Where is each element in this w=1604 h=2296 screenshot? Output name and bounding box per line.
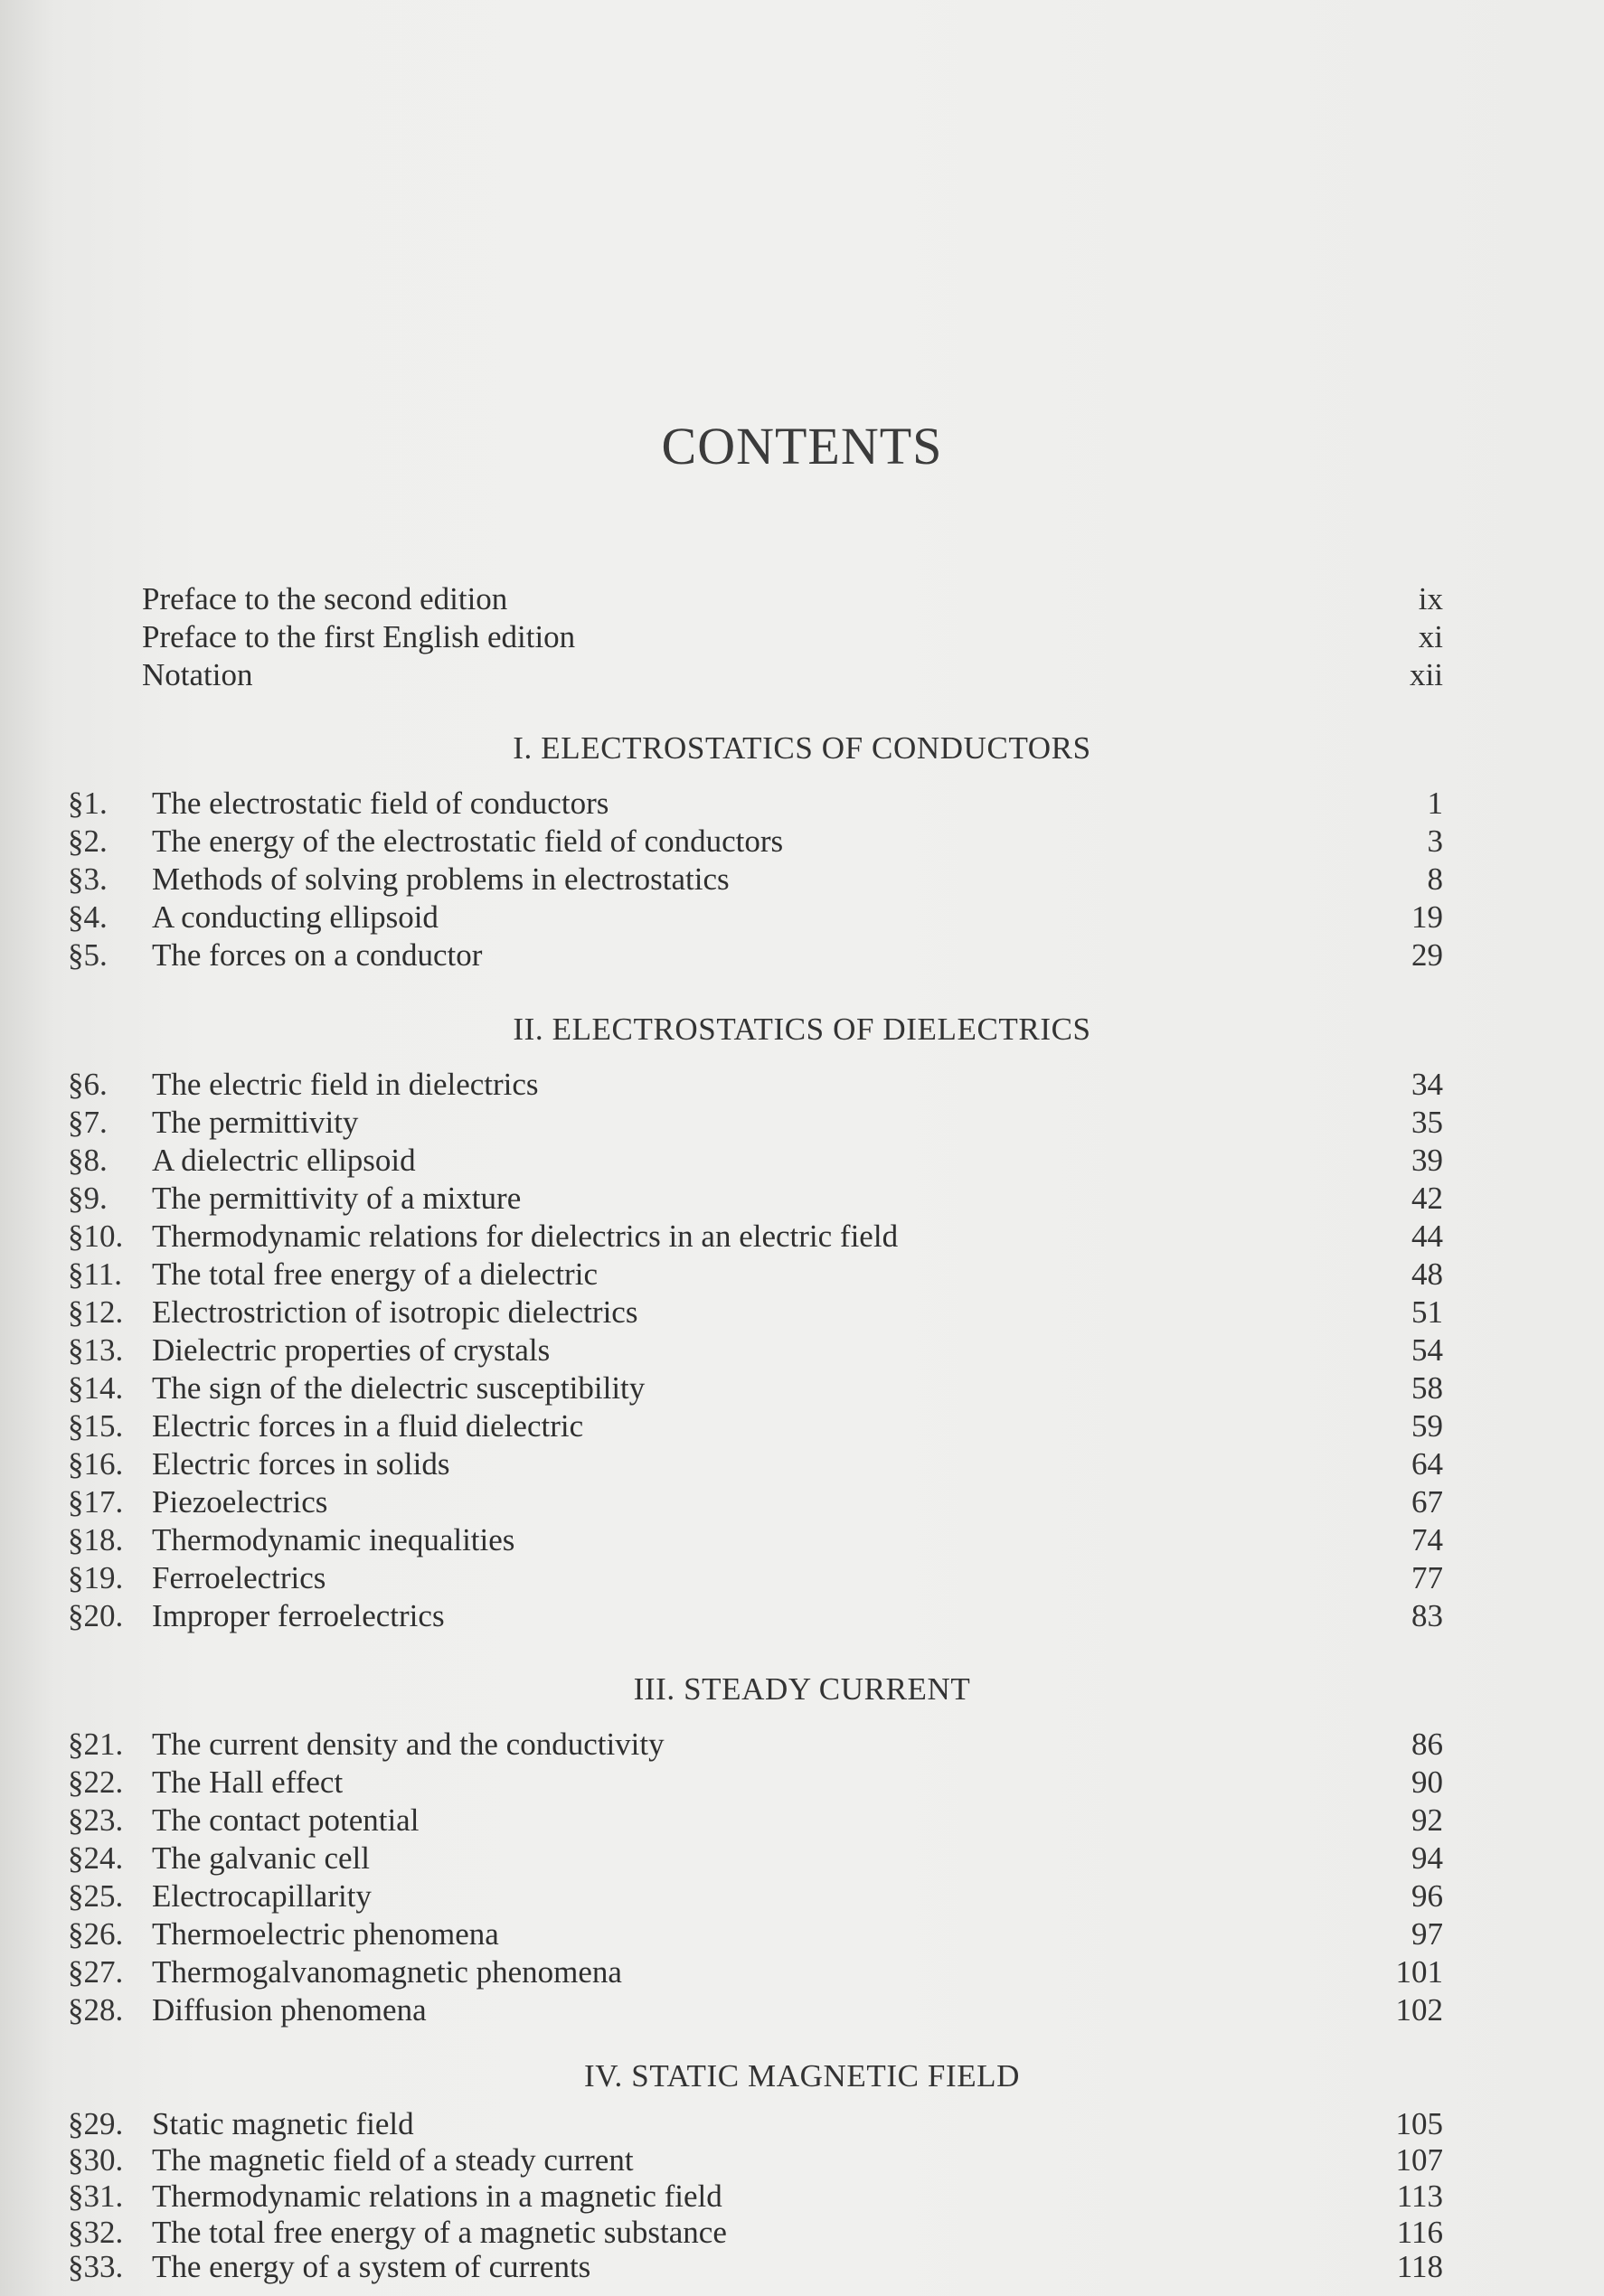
toc-entry[interactable] [0,1877,1604,1915]
toc-entry[interactable] [0,1369,1604,1407]
section-number: §19. [68,1560,124,1595]
section-number: §16. [68,1446,124,1482]
toc-entry-page: 42 [1411,1181,1443,1216]
toc-entry-label: Thermodynamic relations in a magnetic field [152,2178,722,2214]
toc-entry[interactable] [0,2248,1604,2286]
toc-entry-page: 113 [1396,2178,1443,2214]
toc-entry-label: Thermogalvanomagnetic phenomena [152,1954,622,1990]
toc-entry-page: 92 [1411,1802,1443,1838]
toc-entry-page: 29 [1411,937,1443,973]
toc-entry-label: Thermoelectric phenomena [152,1916,499,1952]
toc-entry-page: 77 [1411,1560,1443,1595]
toc-entry-page: 96 [1411,1878,1443,1914]
toc-entry-label: A dielectric ellipsoid [152,1143,416,1178]
section-number: §12. [68,1294,124,1330]
toc-entry-page: 34 [1411,1067,1443,1102]
toc-entry-label: The total free energy of a dielectric [152,1256,598,1292]
toc-entry[interactable] [0,2141,1604,2179]
toc-entry-label: Electric forces in a fluid dielectric [152,1408,584,1444]
toc-entry-notation[interactable] [0,656,1604,694]
toc-entry-preface-first-english[interactable] [0,618,1604,656]
toc-entry[interactable] [0,1802,1604,1840]
toc-entry-page: 86 [1411,1727,1443,1762]
toc-entry-page: 54 [1411,1332,1443,1368]
section-number: §8. [68,1143,108,1178]
toc-entry[interactable] [0,1521,1604,1559]
toc-entry-label: Thermodynamic inequalities [152,1522,515,1557]
section-number: §5. [68,937,108,973]
toc-entry-label: Improper ferroelectrics [152,1598,445,1633]
toc-entry[interactable] [0,1331,1604,1369]
section-number: §10. [68,1219,124,1254]
toc-entry-label: Ferroelectrics [152,1560,326,1595]
toc-entry-page: xii [1410,657,1443,692]
toc-entry[interactable] [0,2214,1604,2252]
toc-entry[interactable] [0,1104,1604,1142]
toc-entry-label: The contact potential [152,1802,420,1838]
toc-entry-label: The magnetic field of a steady current [152,2142,634,2178]
section-number: §14. [68,1370,124,1406]
toc-entry[interactable] [0,861,1604,899]
toc-entry[interactable] [0,936,1604,974]
toc-entry-label: Electric forces in solids [152,1446,450,1482]
toc-entry[interactable] [0,1726,1604,1764]
toc-entry[interactable] [0,1180,1604,1218]
toc-entry[interactable] [0,785,1604,823]
toc-entry-label: A conducting ellipsoid [152,899,439,935]
section-number: §6. [68,1067,108,1102]
toc-entry-page: 94 [1411,1840,1443,1876]
toc-entry-label: The electric field in dielectrics [152,1067,539,1102]
toc-entry-page: 44 [1411,1219,1443,1254]
section-number: §22. [68,1764,124,1800]
chapter-heading: II. ELECTROSTATICS OF DIELECTRICS [513,1012,1091,1047]
toc-entry-page: 83 [1411,1598,1443,1633]
toc-entry-label: Thermodynamic relations for dielectrics in an electric field [152,1219,899,1254]
toc-entry-page: 64 [1411,1446,1443,1482]
toc-entry-page: 90 [1411,1764,1443,1800]
page-title: CONTENTS [661,417,943,475]
toc-entry-label: The energy of the electrostatic field of conductors [152,823,784,859]
section-number: §3. [68,861,108,897]
toc-entry[interactable] [0,1991,1604,2029]
toc-entry[interactable] [0,1256,1604,1294]
toc-entry-label: The energy of a system of currents [152,2249,591,2284]
section-number: §4. [68,899,108,935]
toc-entry-page: ix [1418,581,1443,616]
toc-entry-label: Electrocapillarity [152,1878,372,1914]
toc-entry[interactable] [0,1445,1604,1483]
toc-entry[interactable] [0,1559,1604,1597]
toc-entry-preface-second[interactable] [0,580,1604,618]
toc-entry-label: Methods of solving problems in electrostatics [152,861,730,897]
toc-entry[interactable] [0,2178,1604,2216]
section-number: §31. [68,2178,124,2214]
toc-entry-page: 35 [1411,1105,1443,1140]
section-number: §29. [68,2106,124,2141]
section-number: §25. [68,1878,124,1914]
toc-entry-label: Electrostriction of isotropic dielectrics [152,1294,638,1330]
toc-entry-page: 67 [1411,1484,1443,1520]
toc-entry-page: 102 [1395,1992,1443,2028]
toc-entry-page: 8 [1427,861,1443,897]
section-number: §7. [68,1105,108,1140]
toc-entry-label: The permittivity [152,1105,359,1140]
toc-entry[interactable] [0,1407,1604,1445]
section-number: §9. [68,1181,108,1216]
section-number: §17. [68,1484,124,1520]
toc-entry[interactable] [0,1218,1604,1256]
section-number: §32. [68,2215,124,2250]
toc-entry-page: 101 [1395,1954,1443,1990]
toc-entry-label: Notation [142,657,253,692]
section-number: §23. [68,1802,124,1838]
toc-entry-page: 116 [1396,2215,1443,2250]
section-number: §11. [68,1256,122,1292]
toc-entry[interactable] [0,1764,1604,1802]
toc-entry-label: The electrostatic field of conductors [152,786,609,821]
section-number: §2. [68,823,108,859]
toc-entry-page: 1 [1427,786,1443,821]
toc-entry[interactable] [0,1953,1604,1991]
toc-entry-page: 39 [1411,1143,1443,1178]
toc-entry-label: Preface to the second edition [142,581,508,616]
toc-entry[interactable] [0,1294,1604,1331]
section-number: §28. [68,1992,124,2028]
section-number: §20. [68,1598,124,1633]
section-number: §30. [68,2142,124,2178]
toc-entry-page: 3 [1427,823,1443,859]
toc-entry-page: 97 [1411,1916,1443,1952]
toc-entry[interactable] [0,1597,1604,1635]
toc-entry-label: Dielectric properties of crystals [152,1332,551,1368]
toc-entry-page: 58 [1411,1370,1443,1406]
section-number: §27. [68,1954,124,1990]
toc-entry-label: The galvanic cell [152,1840,370,1876]
toc-entry[interactable] [0,1483,1604,1521]
toc-entry-label: Piezoelectrics [152,1484,328,1520]
toc-entry[interactable] [0,1066,1604,1104]
toc-entry-label: The total free energy of a magnetic substance [152,2215,727,2250]
toc-entry-page: 19 [1411,899,1443,935]
toc-entry[interactable] [0,1142,1604,1180]
toc-entry[interactable] [0,1840,1604,1877]
toc-entry-label: Static magnetic field [152,2106,414,2141]
section-number: §18. [68,1522,124,1557]
toc-entry-label: The Hall effect [152,1764,344,1800]
toc-entry-page: 118 [1396,2249,1443,2284]
section-number: §13. [68,1332,124,1368]
toc-entry-label: Preface to the first English edition [142,619,576,654]
chapter-heading: I. ELECTROSTATICS OF CONDUCTORS [513,730,1091,766]
section-number: §24. [68,1840,124,1876]
toc-entry-page: 105 [1395,2106,1443,2141]
toc-entry-page: 107 [1395,2142,1443,2178]
toc-entry-page: 48 [1411,1256,1443,1292]
toc-entry-page: 74 [1411,1522,1443,1557]
toc-entry-label: The current density and the conductivity [152,1727,665,1762]
toc-entry-page: xi [1418,619,1443,654]
section-number: §15. [68,1408,124,1444]
chapter-heading: III. STEADY CURRENT [633,1671,971,1707]
toc-entry[interactable] [0,1915,1604,1953]
chapter-heading: IV. STATIC MAGNETIC FIELD [583,2058,1021,2094]
section-number: §1. [68,786,108,821]
toc-entry-label: The forces on a conductor [152,937,483,973]
toc-entry-label: Diffusion phenomena [152,1992,427,2028]
toc-entry-label: The sign of the dielectric susceptibility [152,1370,646,1406]
section-number: §21. [68,1727,124,1762]
toc-entry[interactable] [0,899,1604,936]
section-number: §26. [68,1916,124,1952]
toc-entry[interactable] [0,823,1604,861]
toc-entry[interactable] [0,2105,1604,2143]
toc-entry-label: The permittivity of a mixture [152,1181,522,1216]
toc-entry-page: 59 [1411,1408,1443,1444]
toc-entry-page: 51 [1411,1294,1443,1330]
section-number: §33. [68,2249,124,2284]
